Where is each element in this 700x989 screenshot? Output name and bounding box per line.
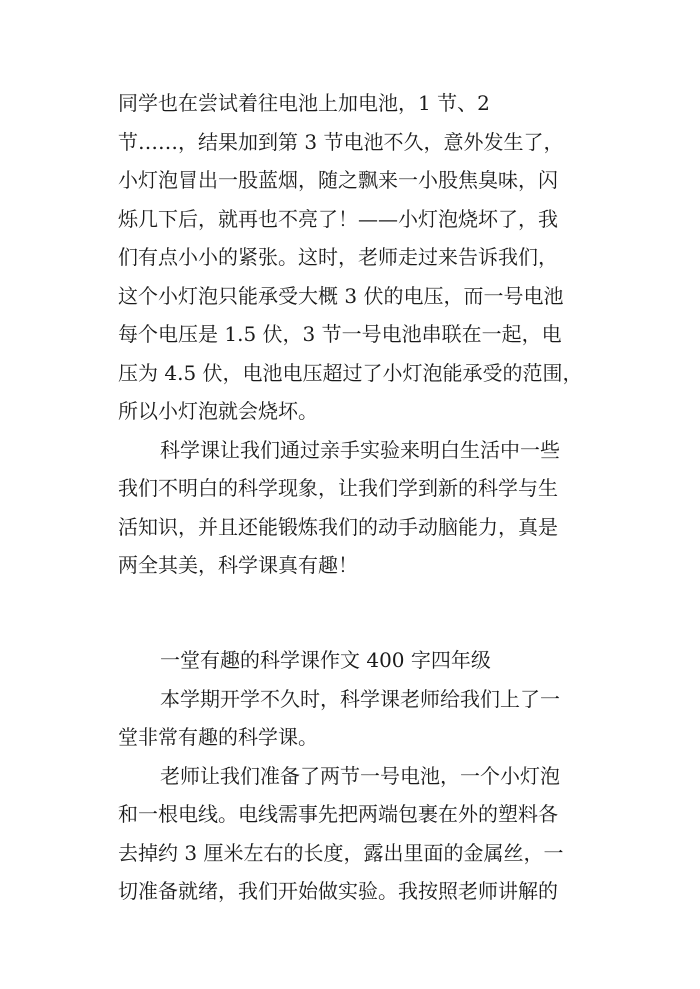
text-line: 所以小灯泡就会烧坏。 — [118, 399, 318, 423]
text-line: 科学课让我们通过亲手实验来明白生活中一些 — [160, 437, 560, 462]
text-line: 活知识，并且还能锻炼我们的动手动脑能力，真是 — [118, 514, 558, 539]
text-line: 两全其美，科学课真有趣！ — [118, 553, 358, 577]
text-line: 去掉约 3 厘米左右的长度，露出里面的金属丝，一 — [118, 840, 564, 865]
text-line: 堂非常有趣的科学课。 — [118, 725, 318, 749]
text-line: 这个小灯泡只能承受大概 3 伏的电压，而一号电池 — [118, 283, 564, 308]
paragraph-preparation — [118, 757, 588, 911]
essay-continuation — [118, 84, 588, 585]
text-line: 节……，结果加到第 3 节电池不久，意外发生了， — [118, 129, 564, 154]
text-line: 和一根电线。电线需事先把两端包裹在外的塑料各 — [118, 802, 558, 826]
paragraph-intro — [118, 680, 588, 757]
text-line: 每个电压是 1.5 伏，3 节一号电池串联在一起，电 — [118, 322, 562, 346]
paragraph-conclusion — [118, 431, 588, 585]
text-line: 同学也在尝试着往电池上加电池，1 节、2 — [118, 91, 490, 115]
text-line: 们有点小小的紧张。这时，老师走过来告诉我们， — [118, 245, 558, 269]
text-line: 烁几下后，就再也不亮了！——小灯泡烧坏了，我 — [118, 206, 558, 231]
text-line: 老师让我们准备了两节一号电池，一个小灯泡 — [160, 763, 560, 788]
text-line: 本学期开学不久时，科学课老师给我们上了一 — [160, 686, 560, 711]
text-line: 压为 4.5 伏，电池电压超过了小灯泡能承受的范围， — [118, 360, 583, 385]
essay-title: 一堂有趣的科学课作文 400 字四年级 — [160, 648, 491, 672]
paragraph-battery-experiment — [118, 84, 588, 431]
text-line: 切准备就绪，我们开始做实验。我按照老师讲解的 — [118, 879, 558, 903]
text-line: 我们不明白的科学现象，让我们学到新的科学与生 — [118, 476, 558, 500]
text-line: 小灯泡冒出一股蓝烟，随之飘来一小股焦臭味，闪 — [118, 168, 558, 192]
essay-new-section — [118, 641, 588, 911]
